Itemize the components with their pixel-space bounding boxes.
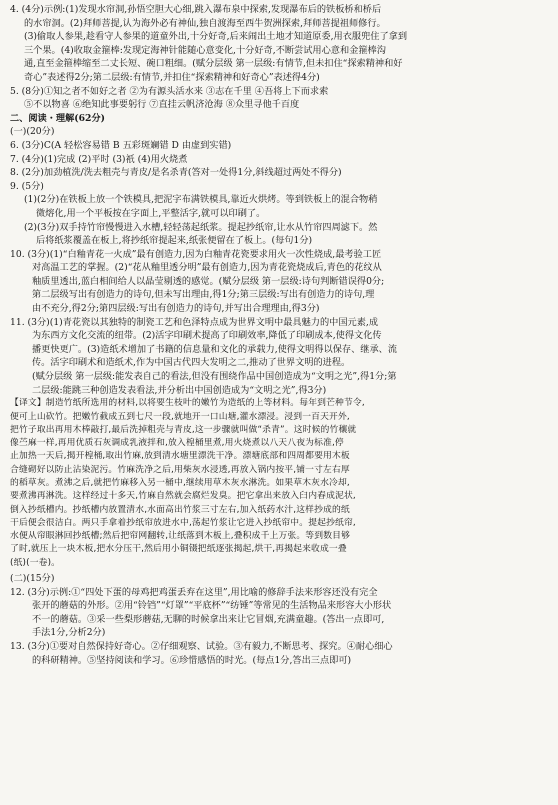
text-line: 要煮沸再淋洗。这样经过十多天,竹麻自然就会腐烂发臭。把它拿出来放入臼内舂成泥状, — [10, 491, 356, 502]
text-line: 的水帘洞。(2)拜师菩提,认为海外必有神仙,独自渡海至西牛贺洲探索,拜师菩提祖师修行。 — [24, 17, 386, 29]
answer-text-lines — [10, 3, 550, 667]
text-line: 釉质里透出,蓝白相间给人以晶莹剔透的感觉。(赋分层级 第一层级:诗句判断错误得0分; — [32, 275, 385, 287]
text-line: (赋分层级 第一层级:能发表自己的看法,但没有围绕作品中国创造成为“文明之光”,得1分;第 — [32, 371, 397, 383]
text-line: 像苎麻一样,再用优质石灰调成乳液拌和,放入楻桶里煮,用火烧煮以八天八夜为标准,停 — [10, 438, 344, 449]
text-line: 手法1分,分析2分) — [32, 627, 106, 639]
text-line: (2)(3分)双手持竹帘慢慢进入水槽,轻轻荡起纸浆。提起抄纸帘,让水从竹帘四周滤下。然 — [24, 221, 378, 233]
text-line: 13. (3分)①要对自然保持好奇心。②仔细观察、试验。③有毅力,不断思考、探究。④耐心细心 — [10, 641, 393, 653]
text-line: 为东西方文化交流的纽带。(2)活字印刷术提高了印刷效率,降低了印刷成本,使得文化传 — [32, 330, 382, 342]
text-line: 把竹子取出再用木棒敲打,最后洗掉粗壳与青皮,这一步骤就叫做“杀青”。这时候的竹穰就 — [10, 424, 357, 435]
text-line: 第二层级写出有创造力的诗句,但未写出理由,得1分;第三层级:写出有创造力的诗句,理 — [32, 289, 375, 301]
text-line: (1)(2分)在铁板上放一个铁模具,把泥字布满铁模具,靠近火烘烤。等到铁板上的混合物稍 — [24, 194, 378, 206]
text-line: 不一的蘑菇。③采一些梨形蘑菇,无聊的时候拿出来让它冒烟,充满童趣。(答出一点即可, — [32, 613, 385, 625]
text-line: 6. (3分)C(A 轻松容易错 B 五彩斑斓错 D 由虚到实错) — [10, 139, 232, 151]
text-line: 的科研精神。⑤坚持阅读和学习。⑥珍惜感悟的时光。(每点1分,答出三点即可) — [32, 654, 352, 666]
text-line: 张开的蘑菇的外形。②用“铃铛”“灯罩”“平底杯”“纺锤”等常见的生活物品来形容大小形状 — [32, 600, 392, 612]
text-line: 的稻草灰。煮沸之后,就把竹麻移入另一桶中,继续用草木灰水淋洗。如果草木灰水冷却, — [10, 478, 350, 488]
text-line: 通,直至金箍棒缩至二丈长短、碗口粗细。(赋分层级 第一层级:有情节,但未扣住“探索精神和好 — [24, 58, 403, 70]
text-line: 二、阅读・理解(62分) — [10, 112, 105, 124]
text-line: 水便从帘眼淋回抄纸槽;然后把帘网翻转,让纸落到木板上,叠积成千上万张。等到数目够 — [10, 531, 351, 542]
text-line: 播更快更广。(3)造纸术增加了书籍的信息量和文化的承载力,使得文明得以保存、继承、流 — [32, 343, 398, 355]
text-line: 对高温工艺的掌握。(2)“花从釉里透分明”最有创造力,因为青花瓷烧成后,青色的花纹从 — [32, 262, 382, 274]
text-line: 止加热一天后,揭开楻桶,取出竹麻,放到清水塘里漂洗干净。漂塘底部和四周都要用木板 — [10, 451, 350, 462]
text-line: 微熔化,用一个平板按在字面上,平整活字,就可以印刷了。 — [36, 207, 266, 219]
text-line: 12. (3分)示例:①“四处下蛋的母鸡把鸡蛋丢弃在这里”,用比喻的修辞手法来形容还没有完全 — [10, 586, 378, 598]
text-line: 由不充分,得2分;第四层级:写出有创造力的诗句,并写出合理理由,得3分) — [32, 303, 320, 315]
text-line: 倒入抄纸槽内。抄纸槽内放置清水,水面高出竹浆三寸左右,加入纸药水汁,这样抄成的纸 — [10, 504, 350, 515]
text-line: 10. (3分)(1)“白釉青花一火成”最有创造力,因为白釉青花瓷要求用火一次性烧成,最考验工匠 — [10, 248, 382, 260]
text-line: ⑤不以物喜 ⑥绝知此事要躬行 ⑦直挂云帆济沧海 ⑧众里寻他千百度 — [24, 99, 300, 111]
text-line: 干后便会很洁白。两只手拿着抄纸帘放进水中,荡起竹浆让它进入抄纸帘中。提起抄纸帘, — [10, 517, 356, 528]
text-line: 4. (4分)示例:(1)发现水帘洞,孙悟空胆大心细,跳入瀑布泉中探索,发现瀑布后的铁板桥和桥后 — [10, 4, 382, 15]
text-line: 二层级:能跳三种创造发表看法,并分析出中国创造成为“文明之光”,得3分) — [32, 384, 327, 396]
text-line: 7. (4分)(1)完成 (2)平时 (3)祇 (4)用火烧煮 — [10, 153, 188, 165]
text-line: 【译文】制造竹纸所选用的材料,以将要生枝叶的嫩竹为造纸的上等材料。每年到芒种节令, — [10, 398, 365, 409]
text-line: 5. (8分)①知之者不如好之者 ②为有源头活水来 ③志在千里 ④吾将上下而求索 — [10, 85, 329, 97]
text-line: 11. (3分)(1)青花瓷以其独特的制瓷工艺和色泽特点成为世界文明中最具魅力的中国元素,成 — [10, 316, 379, 328]
text-line: 合缝砌好以防止沾染泥污。竹麻洗净之后,用柴灰水浸透,再放入锅内按平,铺一寸左右厚 — [10, 464, 350, 475]
text-line: 奇心”表述得2分;第二层级:有情节,并扣住“探索精神和好奇心”表述得4分) — [24, 71, 320, 83]
text-line: 了时,就压上一块木板,把水分压干,然后用小铜镊把纸逐张揭起,烘干,再揭起来收成一叠 — [10, 544, 347, 555]
text-line: 便可上山砍竹。把嫩竹截成五到七尺一段,就地开一口山塘,灌水漂浸。浸到一百天开外, — [10, 411, 350, 422]
text-line: (纸)(一卷)。 — [10, 557, 61, 568]
text-line: 三个果。(4)收取金箍棒:发现定海神针能随心意变化,十分好奇,不断尝试用心意和金箍棒沟 — [24, 44, 386, 56]
text-line: 8. (2分)加劲植洗/洗去粗壳与青皮/是名杀青(答对一处得1分,斜线超过两处不得分) — [10, 167, 342, 179]
text-line: 后将纸浆覆盖在板上,将抄纸帘提起来,纸张便留在了板上。(每句1分) — [36, 235, 313, 247]
text-line: (一)(20分) — [10, 126, 55, 138]
text-line: 9. (5分) — [10, 180, 44, 192]
text-line: (二)(15分) — [10, 573, 55, 585]
text-line: (3)偷取人参果,趁看守人参果的道童外出,十分好奇,后来闹出土地才知道原委,用衣服兜住了拿到 — [24, 31, 408, 43]
text-line: 传。活字印刷术和造纸术,作为中国古代四大发明之二,推动了世界文明的进程。 — [32, 357, 351, 369]
